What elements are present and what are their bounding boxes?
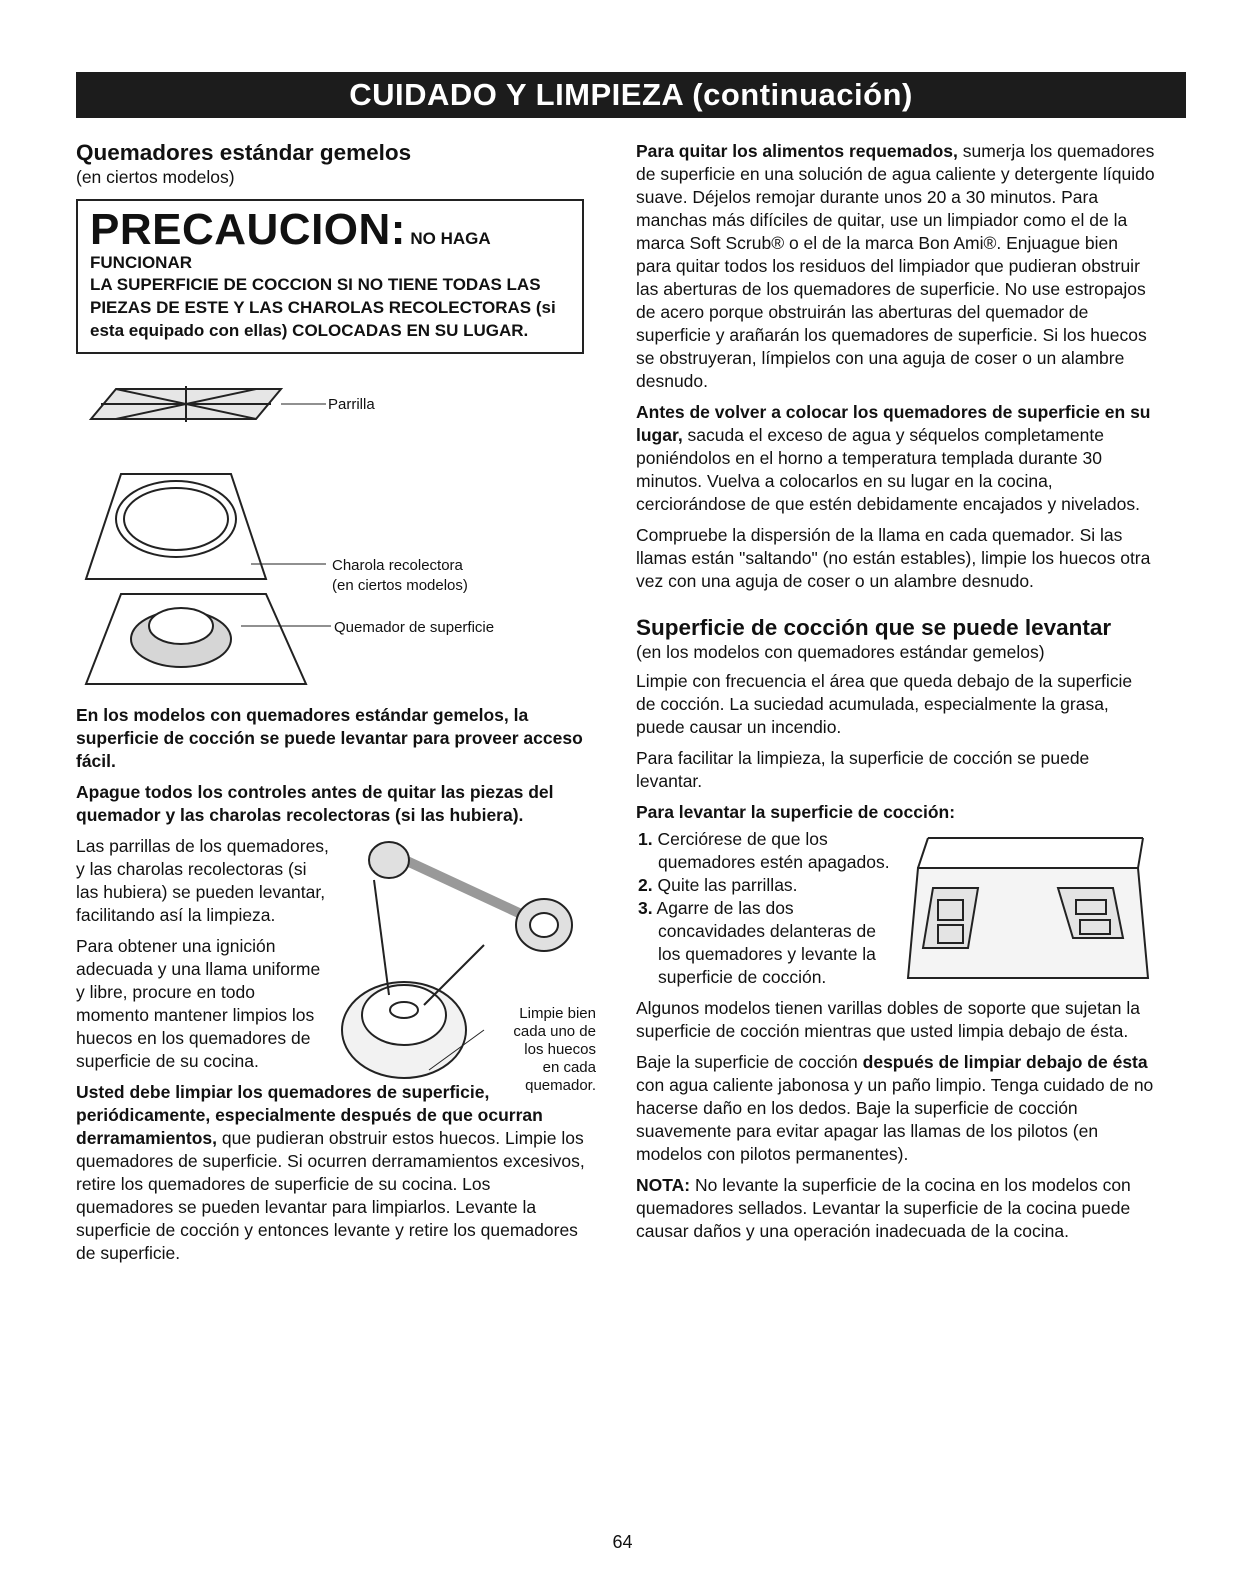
section-heading-twin-burners: Quemadores estándar gemelos [76, 140, 412, 165]
label-drip-pan-note: (en ciertos modelos) [332, 577, 468, 594]
para-turn-off-controls: Apague todos los controles antes de quitar las piezas del quemador y las charolas recolectoras (si las hubiera). [76, 782, 554, 825]
list-item: 3. Agarre de las dos concavidades delanteras de los quemadores y levante la superficie de cocción. [638, 898, 876, 987]
caution-title-small: NO HAGA FUNCIONAR [90, 229, 491, 272]
para-flame-check: Compruebe la dispersión de la llama en cada quemador. Si las llamas están "saltando" (no están estables), limpie los huecos otra vez con una aguja de coser o un alambre desnudo. [636, 525, 1151, 591]
para-support-rods: Algunos modelos tienen varillas dobles de soporte que sujetan la superficie de cocción mientras que usted limpia debajo de ésta. [636, 998, 1140, 1041]
section-subheading: (en ciertos modelos) [76, 167, 235, 187]
para-clean-under: Limpie con frecuencia el área que queda debajo de la superficie de cocción. La suciedad acumulada, especialmente la grasa, puede causar un incendio. [636, 671, 1133, 737]
burner-cleaning-text [76, 835, 331, 1073]
section-subheading-2: (en los modelos con quemadores estándar gemelos) [636, 642, 1045, 662]
steps-heading: Para levantar la superficie de cocción: [636, 802, 956, 822]
section-banner [76, 72, 1186, 118]
para-lower-cooktop: Baje la superficie de cocción después de limpiar debajo de ésta con agua caliente jabonosa y un paño limpio. Tenga cuidado de no hacerse daño en los dedos. Baje la superficie de cocción suavemente para evitar apagar las llamas de los pilotos (en modelos con pilotos permanentes). [636, 1052, 1154, 1164]
para-clean-burners: Usted debe limpiar los quemadores de superficie, periódicamente, especialmente después de que ocurran derramamientos, que pudieran obstruir estos huecos. Limpie los quemadores de superficie. Si ocurren derramamientos excesivos, retire los quemadores de superficie de su cocina. Los quemadores se pueden levantar para limpiarlos. Levante la superficie de cocción y entonces levante y retire los quemadores de superficie. [76, 1082, 585, 1263]
para-lift-cooktop: En los modelos con quemadores estándar gemelos, la superficie de cocción se puede levantar para proveer acceso fácil. [76, 705, 583, 771]
caution-box [76, 199, 584, 354]
burner-cleaning-section [76, 835, 596, 1094]
page-number: 64 [612, 1532, 633, 1552]
grate-drawing [91, 386, 326, 422]
burner-drawing [86, 594, 331, 684]
cooktop-lift-figure [898, 828, 1156, 1028]
para-burnt-food: Para quitar los alimentos requemados, sumerja los quemadores de superficie en una solución de agua caliente y detergente líquido suave. Déjelos remojar durante unos 20 a 30 minutos. Para manchas más difíciles de quitar, use un limpiador como el de la marca Soft Scrub® o el de la marca Bon Ami®. Enjuague bien para quitar todos los residuos del limpiador que pudieran obstruir las aberturas de los quemadores de superficie. No use estropajos de acero porque obstruirán las aberturas del quemador de superficie y arañarán los quemadores de superficie. Si los huecos se obstruyeran, límpielos con una aguja de coser o un alambre desnudo. [636, 141, 1155, 391]
steps-list [636, 828, 1156, 989]
label-grate: Parrilla [328, 396, 375, 413]
list-item: 2. Quite las parrillas. [638, 875, 798, 895]
caution-title: PRECAUCION: [90, 205, 406, 254]
para-note: NOTA: No levante la superficie de la cocina en los modelos con quemadores sellados. Levantar la superficie de la cocina puede causar daños y una operación inadecuada de la cocina. [636, 1175, 1131, 1241]
para-ignition: Para obtener una ignición adecuada y una llama uniforme y libre, procure en todo momento mantener limpios los huecos en los quemadores de superficie de su cocina. [76, 936, 321, 1071]
para-replace-burners: Antes de volver a colocar los quemadores de superficie en su lugar, sacuda el exceso de agua y séquelos completamente poniéndolos en el horno a temperatura templada durante 30 minutos. Vuelva a colocarlos en su lugar en la cocina, cerciorándose de que estén debidamente encajados y nivelados. [636, 402, 1151, 514]
label-surface-burner: Quemador de superficie [334, 619, 495, 636]
left-column [76, 140, 596, 1273]
banner-title: CUIDADO Y LIMPIEZA (continuación) [349, 77, 913, 112]
para-grates-lift: Las parrillas de los quemadores, y las charolas recolectoras (si las hubiera) se pueden levantar, facilitando así la limpieza. [76, 836, 329, 925]
drip-pan-drawing [86, 474, 326, 579]
cooktop-lift-illustration [898, 828, 1156, 998]
burner-parts-figure [76, 364, 586, 704]
caution-body: LA SUPERFICIE DE COCCION SI NO TIENE TODAS LAS PIEZAS DE ESTE Y LAS CHAROLAS RECOLECTORAS (si esta equipado con ellas) COLOCADAS EN SU LUGAR. [90, 275, 556, 340]
burner-parts-illustration [76, 364, 586, 704]
burner-ports-figure [334, 825, 596, 1135]
label-drip-pan: Charola recolectora [332, 557, 463, 574]
section-heading-lift-up-cooktop: Superficie de cocción que se puede levantar [636, 615, 1112, 640]
label-clean-ports: Limpie bien cada uno de los huecos en cada quemador. [513, 1005, 596, 1094]
para-ease-cleaning: Para facilitar la limpieza, la superficie de cocción se puede levantar. [636, 748, 1090, 791]
right-column [636, 140, 1156, 1251]
list-item: 1. Cerciórese de que los quemadores estén apagados. [638, 829, 890, 872]
